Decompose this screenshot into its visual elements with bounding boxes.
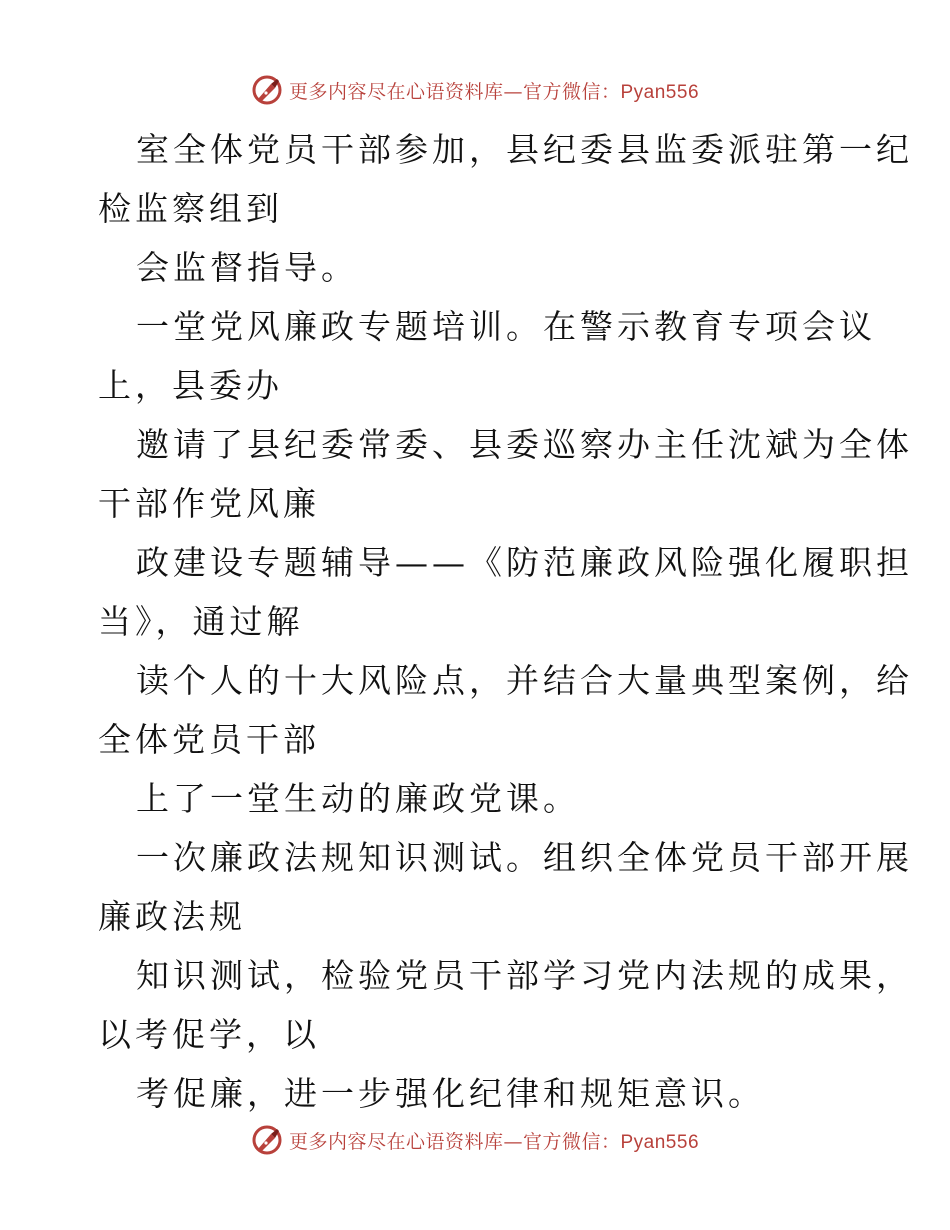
text-line: 政建设专题辅导——《防范廉政风险强化履职担 bbox=[136, 543, 913, 582]
header-watermark bbox=[0, 70, 950, 110]
text-line: 廉政法规 bbox=[98, 897, 246, 936]
text-line: 室全体党员干部参加，县纪委县监委派驻第一纪 bbox=[136, 130, 913, 169]
text-line: 上，县委办 bbox=[98, 366, 283, 405]
text-line: 会监督指导。 bbox=[136, 248, 358, 287]
footer-watermark bbox=[0, 1120, 950, 1160]
watermark-handle: Pyan556 bbox=[620, 1131, 700, 1153]
text-line: 全体党员干部 bbox=[98, 720, 320, 759]
watermark-label: 更多内容尽在心语资料库—官方微信：Pyan556 bbox=[288, 80, 700, 103]
text-line: 上了一堂生动的廉政党课。 bbox=[136, 779, 580, 818]
text-line: 一堂党风廉政专题培训。在警示教育专项会议 bbox=[136, 307, 876, 346]
watermark-label: 更多内容尽在心语资料库—官方微信：Pyan556 bbox=[288, 1130, 700, 1153]
text-line: 检监察组到 bbox=[98, 189, 283, 228]
text-line: 邀请了县纪委常委、县委巡察办主任沈斌为全体 bbox=[136, 425, 913, 464]
watermark-handle: Pyan556 bbox=[620, 81, 700, 103]
body-text bbox=[98, 120, 913, 1123]
text-line: 知识测试，检验党员干部学习党内法规的成果， bbox=[136, 956, 913, 995]
pen-nib-logo-icon bbox=[251, 74, 283, 106]
text-line: 考促廉，进一步强化纪律和规矩意识。 bbox=[136, 1074, 765, 1113]
pen-nib-logo-icon bbox=[251, 1124, 283, 1156]
text-line: 以考促学，以 bbox=[98, 1015, 320, 1054]
text-line: 干部作党风廉 bbox=[98, 484, 320, 523]
text-line: 读个人的十大风险点，并结合大量典型案例，给 bbox=[136, 661, 913, 700]
text-line: 当》，通过解 bbox=[98, 602, 304, 641]
text-line: 一次廉政法规知识测试。组织全体党员干部开展 bbox=[136, 838, 913, 877]
